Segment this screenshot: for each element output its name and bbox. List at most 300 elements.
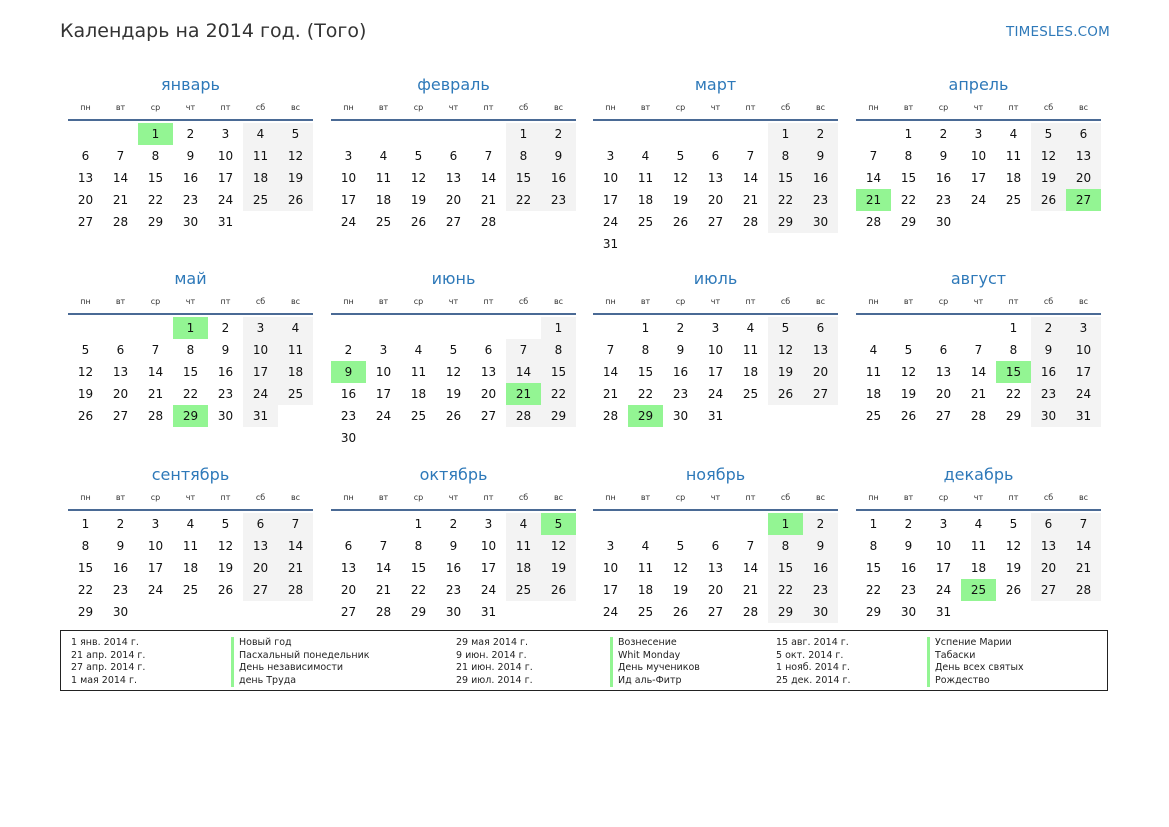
- day-cell: 4: [974, 517, 983, 531]
- weekday-label: ср: [938, 296, 949, 306]
- day-cell: 27: [1031, 579, 1066, 601]
- day-cell: 17: [147, 561, 164, 575]
- weekday-label: ср: [675, 102, 686, 112]
- week-row: [593, 339, 838, 361]
- day-cell: 10: [707, 343, 724, 357]
- day-cell: 20: [340, 583, 357, 597]
- month-5: [68, 267, 313, 427]
- day-cell: 15: [410, 561, 427, 575]
- week-row: [856, 123, 1101, 145]
- day-cell: 2: [803, 123, 838, 145]
- weekday-label: чт: [448, 492, 459, 502]
- legend-date: 29 июл. 2014 г.: [456, 674, 533, 686]
- day-cell: 15: [768, 557, 803, 579]
- day-cell: 12: [217, 539, 234, 553]
- weekday-label: чт: [185, 492, 196, 502]
- day-cell: 19: [1005, 561, 1022, 575]
- day-cell: 19: [77, 387, 94, 401]
- day-cell: 19: [1031, 167, 1066, 189]
- day-cell: 19: [410, 193, 427, 207]
- day-cell: 13: [1031, 535, 1066, 557]
- month-name: октябрь: [419, 465, 488, 484]
- day-cell: 17: [243, 361, 278, 383]
- empty-day: [68, 123, 103, 145]
- empty-day: [733, 123, 768, 145]
- day-cell: 11: [1005, 149, 1022, 163]
- day-cell: 15: [147, 171, 164, 185]
- day-cell: 23: [803, 189, 838, 211]
- day-cell: 16: [935, 171, 952, 185]
- day-cell: 8: [904, 149, 913, 163]
- weekday-label: вс: [553, 296, 564, 306]
- day-cell: 23: [803, 579, 838, 601]
- week-row: [856, 601, 1101, 623]
- day-cell: 28: [742, 215, 759, 229]
- day-cell: 18: [182, 561, 199, 575]
- day-cell: 5: [414, 149, 423, 163]
- legend-holiday-name: Успение Марии: [927, 637, 1024, 650]
- day-cell: 7: [278, 513, 313, 535]
- day-cell: 14: [602, 365, 619, 379]
- day-cell: 24: [480, 583, 497, 597]
- weekday-label: пн: [343, 492, 354, 502]
- empty-day: [733, 513, 768, 535]
- weekday-header: [856, 97, 1101, 117]
- day-cell: 25: [865, 409, 882, 423]
- holiday-day: 1: [173, 317, 208, 339]
- weekday-label: ср: [413, 492, 424, 502]
- empty-day: [593, 123, 628, 145]
- weekday-label: сб: [1043, 296, 1054, 306]
- day-cell: 12: [672, 171, 689, 185]
- week-row: [331, 361, 576, 383]
- week-row: [593, 383, 838, 405]
- holiday-day: 29: [173, 405, 208, 427]
- day-cell: 12: [768, 339, 803, 361]
- weekday-label: чт: [710, 492, 721, 502]
- week-row: [593, 167, 838, 189]
- day-cell: 7: [379, 539, 388, 553]
- week-row: [593, 361, 838, 383]
- day-cell: 19: [672, 583, 689, 597]
- week-row: [593, 189, 838, 211]
- empty-day: [926, 317, 961, 339]
- day-cell: 24: [340, 215, 357, 229]
- day-cell: 12: [1031, 145, 1066, 167]
- week-row: [856, 211, 1101, 233]
- day-cell: 26: [672, 215, 689, 229]
- day-cell: 21: [375, 583, 392, 597]
- weekday-label: сб: [518, 102, 529, 112]
- day-cell: 10: [602, 561, 619, 575]
- week-row: [856, 383, 1101, 405]
- day-cell: 30: [217, 409, 234, 423]
- day-cell: 5: [768, 317, 803, 339]
- day-cell: 8: [768, 145, 803, 167]
- day-cell: 21: [480, 193, 497, 207]
- day-cell: 17: [480, 561, 497, 575]
- day-cell: 7: [746, 539, 755, 553]
- day-cell: 2: [344, 343, 353, 357]
- weekday-label: вс: [553, 102, 564, 112]
- holiday-day: 27: [1066, 189, 1101, 211]
- day-cell: 20: [77, 193, 94, 207]
- weekday-label: пн: [868, 102, 879, 112]
- day-cell: 3: [484, 517, 493, 531]
- empty-day: [331, 123, 366, 145]
- day-cell: 6: [711, 149, 720, 163]
- day-cell: 3: [711, 321, 720, 335]
- divider: [593, 509, 838, 511]
- day-cell: 5: [81, 343, 90, 357]
- week-row: [593, 557, 838, 579]
- legend-date: 9 июн. 2014 г.: [456, 649, 527, 661]
- day-cell: 6: [711, 539, 720, 553]
- day-cell: 12: [541, 535, 576, 557]
- site-link[interactable]: TIMESLES.COM: [1006, 24, 1110, 40]
- weekday-label: чт: [710, 102, 721, 112]
- weekday-label: пн: [605, 492, 616, 502]
- day-cell: 3: [344, 149, 353, 163]
- day-cell: 12: [77, 365, 94, 379]
- day-cell: 2: [221, 321, 230, 335]
- day-cell: 14: [375, 561, 392, 575]
- week-row: [331, 601, 576, 623]
- week-row: [331, 535, 576, 557]
- weekday-label: пн: [80, 102, 91, 112]
- day-cell: 31: [935, 605, 952, 619]
- empty-day: [663, 123, 698, 145]
- day-cell: 6: [449, 149, 458, 163]
- day-cell: 21: [742, 193, 759, 207]
- page-title: Календарь на 2014 год. (Того): [60, 20, 367, 42]
- day-cell: 12: [672, 561, 689, 575]
- day-cell: 15: [77, 561, 94, 575]
- month-7: [593, 267, 838, 427]
- day-cell: 3: [151, 517, 160, 531]
- legend-dates: [71, 637, 145, 687]
- day-cell: 26: [672, 605, 689, 619]
- day-cell: 29: [1005, 409, 1022, 423]
- day-cell: 6: [344, 539, 353, 553]
- day-cell: 17: [707, 365, 724, 379]
- day-cell: 4: [641, 539, 650, 553]
- day-cell: 30: [803, 211, 838, 233]
- day-cell: 22: [147, 193, 164, 207]
- divider: [331, 509, 576, 511]
- month-8: [856, 267, 1101, 427]
- day-cell: 18: [243, 167, 278, 189]
- day-cell: 30: [672, 409, 689, 423]
- day-cell: 1: [414, 517, 423, 531]
- week-row: [331, 427, 576, 449]
- day-cell: 13: [480, 365, 497, 379]
- day-cell: 24: [243, 383, 278, 405]
- weekday-label: чт: [973, 296, 984, 306]
- day-cell: 23: [541, 189, 576, 211]
- day-cell: 1: [768, 123, 803, 145]
- week-row: [68, 579, 313, 601]
- day-cell: 28: [375, 605, 392, 619]
- day-cell: 4: [414, 343, 423, 357]
- day-cell: 26: [1031, 189, 1066, 211]
- week-row: [856, 167, 1101, 189]
- week-row: [68, 383, 313, 405]
- legend-dates: [456, 637, 533, 687]
- day-cell: 13: [803, 339, 838, 361]
- month-12: [856, 463, 1101, 623]
- day-cell: 28: [865, 215, 882, 229]
- day-cell: 3: [974, 127, 983, 141]
- week-row: [593, 405, 838, 427]
- day-cell: 14: [147, 365, 164, 379]
- day-cell: 19: [445, 387, 462, 401]
- weekday-label: вс: [290, 492, 301, 502]
- day-cell: 14: [278, 535, 313, 557]
- week-row: [68, 513, 313, 535]
- week-row: [593, 579, 838, 601]
- weekday-label: вт: [903, 492, 914, 502]
- legend-date: 21 апр. 2014 г.: [71, 649, 146, 661]
- day-cell: 27: [77, 215, 94, 229]
- day-cell: 13: [1066, 145, 1101, 167]
- day-cell: 25: [1005, 193, 1022, 207]
- weekday-label: вс: [1078, 296, 1089, 306]
- weekday-label: ср: [150, 492, 161, 502]
- day-cell: 26: [410, 215, 427, 229]
- day-cell: 17: [1066, 361, 1101, 383]
- day-cell: 30: [112, 605, 129, 619]
- weekday-label: чт: [448, 296, 459, 306]
- day-cell: 9: [803, 145, 838, 167]
- day-cell: 20: [112, 387, 129, 401]
- day-cell: 2: [1031, 317, 1066, 339]
- legend-holiday-name: День всех святых: [927, 662, 1024, 675]
- day-cell: 30: [803, 601, 838, 623]
- weekday-label: вт: [640, 492, 651, 502]
- day-cell: 11: [637, 561, 654, 575]
- day-cell: 23: [672, 387, 689, 401]
- day-cell: 8: [414, 539, 423, 553]
- week-row: [856, 579, 1101, 601]
- day-cell: 24: [147, 583, 164, 597]
- day-cell: 21: [147, 387, 164, 401]
- weekday-label: пт: [220, 296, 231, 306]
- day-cell: 17: [340, 193, 357, 207]
- day-cell: 18: [506, 557, 541, 579]
- day-cell: 20: [707, 193, 724, 207]
- day-cell: 7: [1066, 513, 1101, 535]
- empty-day: [471, 317, 506, 339]
- day-cell: 5: [904, 343, 913, 357]
- day-cell: 21: [112, 193, 129, 207]
- day-cell: 4: [641, 149, 650, 163]
- day-cell: 26: [900, 409, 917, 423]
- legend-holiday-name: Пасхальный понедельник: [231, 650, 370, 663]
- weekday-label: пт: [220, 492, 231, 502]
- day-cell: 21: [602, 387, 619, 401]
- day-cell: 2: [803, 513, 838, 535]
- day-cell: 14: [865, 171, 882, 185]
- weekday-label: чт: [448, 102, 459, 112]
- day-cell: 17: [602, 583, 619, 597]
- day-cell: 3: [939, 517, 948, 531]
- day-cell: 8: [81, 539, 90, 553]
- day-cell: 31: [707, 409, 724, 423]
- empty-day: [138, 317, 173, 339]
- divider: [856, 119, 1101, 121]
- week-row: [68, 317, 313, 339]
- day-cell: 4: [1009, 127, 1018, 141]
- day-cell: 16: [803, 167, 838, 189]
- week-row: [856, 145, 1101, 167]
- day-cell: 25: [375, 215, 392, 229]
- weekday-label: пн: [80, 296, 91, 306]
- day-cell: 23: [112, 583, 129, 597]
- weekday-label: ср: [675, 296, 686, 306]
- week-row: [593, 535, 838, 557]
- day-cell: 4: [746, 321, 755, 335]
- week-row: [593, 123, 838, 145]
- day-cell: 17: [217, 171, 234, 185]
- day-cell: 23: [900, 583, 917, 597]
- month-name: июнь: [431, 269, 476, 288]
- day-cell: 22: [77, 583, 94, 597]
- week-row: [68, 211, 313, 233]
- month-name: ноябрь: [685, 465, 746, 484]
- day-cell: 31: [217, 215, 234, 229]
- day-cell: 14: [112, 171, 129, 185]
- day-cell: 7: [484, 149, 493, 163]
- day-cell: 18: [742, 365, 759, 379]
- weekday-header: [68, 291, 313, 311]
- week-row: [331, 123, 576, 145]
- day-cell: 13: [243, 535, 278, 557]
- day-cell: 31: [602, 237, 619, 251]
- day-cell: 29: [410, 605, 427, 619]
- day-cell: 16: [672, 365, 689, 379]
- weekday-header: [68, 487, 313, 507]
- day-cell: 18: [637, 583, 654, 597]
- empty-day: [856, 123, 891, 145]
- day-cell: 13: [707, 171, 724, 185]
- weekday-label: пт: [483, 296, 494, 306]
- day-cell: 22: [768, 579, 803, 601]
- day-cell: 18: [637, 193, 654, 207]
- week-row: [68, 361, 313, 383]
- day-cell: 19: [541, 557, 576, 579]
- day-cell: 22: [506, 189, 541, 211]
- day-cell: 9: [904, 539, 913, 553]
- day-cell: 28: [506, 405, 541, 427]
- day-cell: 24: [375, 409, 392, 423]
- weekday-label: вт: [903, 296, 914, 306]
- weekday-label: пн: [605, 296, 616, 306]
- day-cell: 27: [707, 605, 724, 619]
- day-cell: 19: [672, 193, 689, 207]
- day-cell: 11: [637, 171, 654, 185]
- day-cell: 15: [506, 167, 541, 189]
- empty-day: [593, 317, 628, 339]
- divider: [331, 119, 576, 121]
- day-cell: 22: [541, 383, 576, 405]
- day-cell: 11: [970, 539, 987, 553]
- day-cell: 2: [186, 127, 195, 141]
- day-cell: 6: [116, 343, 125, 357]
- day-cell: 7: [116, 149, 125, 163]
- day-cell: 26: [541, 579, 576, 601]
- day-cell: 22: [1005, 387, 1022, 401]
- day-cell: 15: [182, 365, 199, 379]
- day-cell: 8: [186, 343, 195, 357]
- day-cell: 28: [278, 579, 313, 601]
- day-cell: 11: [865, 365, 882, 379]
- day-cell: 16: [541, 167, 576, 189]
- divider: [68, 313, 313, 315]
- empty-day: [961, 317, 996, 339]
- month-name: март: [694, 75, 737, 94]
- week-row: [856, 513, 1101, 535]
- weekday-label: пт: [1008, 492, 1019, 502]
- holiday-day: 1: [768, 513, 803, 535]
- day-cell: 28: [602, 409, 619, 423]
- legend-date: 1 мая 2014 г.: [71, 674, 137, 686]
- day-cell: 5: [449, 343, 458, 357]
- day-cell: 30: [900, 605, 917, 619]
- month-3: [593, 73, 838, 255]
- weekday-label: вт: [378, 102, 389, 112]
- day-cell: 20: [803, 361, 838, 383]
- day-cell: 28: [112, 215, 129, 229]
- day-cell: 27: [243, 579, 278, 601]
- weekday-label: сб: [1043, 492, 1054, 502]
- day-cell: 30: [445, 605, 462, 619]
- weekday-label: вт: [378, 492, 389, 502]
- day-cell: 18: [410, 387, 427, 401]
- weekday-label: сб: [780, 492, 791, 502]
- legend-holiday-name: День мучеников: [610, 662, 700, 675]
- day-cell: 10: [375, 365, 392, 379]
- day-cell: 16: [217, 365, 234, 379]
- day-cell: 29: [147, 215, 164, 229]
- legend-holiday-name: Рождество: [927, 675, 1024, 688]
- day-cell: 1: [1009, 321, 1018, 335]
- legend-holiday-name: Новый год: [231, 637, 370, 650]
- day-cell: 3: [379, 343, 388, 357]
- legend-date: 27 апр. 2014 г.: [71, 662, 146, 673]
- day-cell: 19: [768, 361, 803, 383]
- week-row: [331, 317, 576, 339]
- day-cell: 18: [865, 387, 882, 401]
- day-cell: 27: [707, 215, 724, 229]
- day-cell: 8: [541, 339, 576, 361]
- legend-date: 15 авг. 2014 г.: [776, 637, 849, 648]
- empty-day: [698, 123, 733, 145]
- day-cell: 14: [1066, 535, 1101, 557]
- weekday-label: вс: [815, 492, 826, 502]
- legend-date: 5 окт. 2014 г.: [776, 649, 844, 661]
- month-name: сентябрь: [151, 465, 230, 484]
- day-cell: 21: [970, 387, 987, 401]
- day-cell: 21: [1066, 557, 1101, 579]
- month-name: апрель: [948, 75, 1009, 94]
- weekday-label: пт: [745, 296, 756, 306]
- day-cell: 28: [147, 409, 164, 423]
- weekday-label: вт: [640, 102, 651, 112]
- day-cell: 29: [865, 605, 882, 619]
- weekday-label: вт: [115, 296, 126, 306]
- day-cell: 3: [221, 127, 230, 141]
